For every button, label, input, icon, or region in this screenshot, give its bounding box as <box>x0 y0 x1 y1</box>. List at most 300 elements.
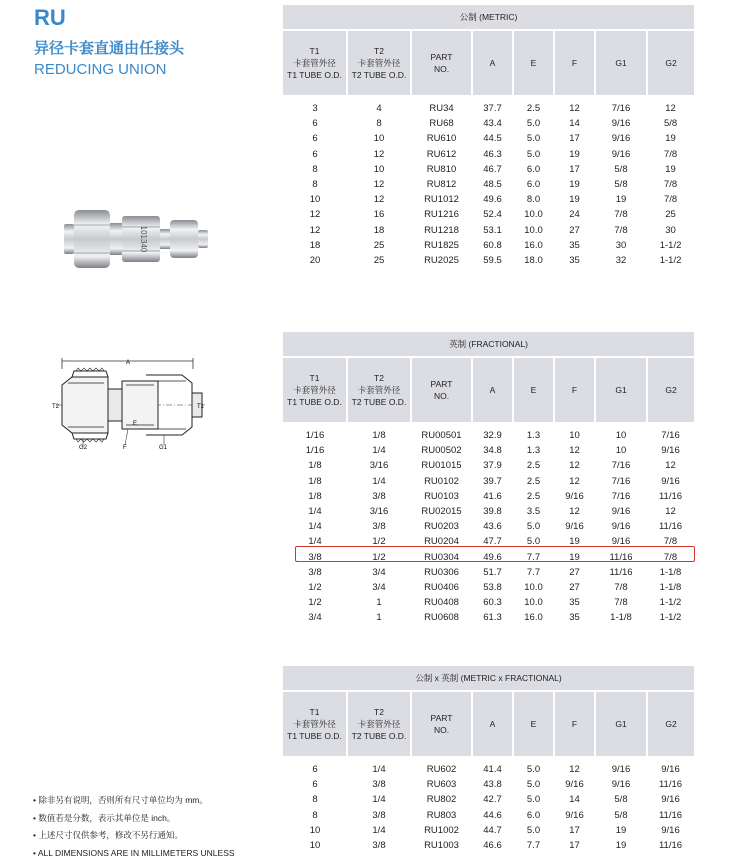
table-row <box>283 238 694 253</box>
cell-f: 12 <box>569 103 580 115</box>
cell-t1: 12 <box>309 224 321 236</box>
column-header-line: 卡套管外径 <box>293 385 336 395</box>
cell-g1: 7/16 <box>611 475 631 487</box>
cell-f: 17 <box>569 824 580 836</box>
cell-g1: 11/16 <box>609 551 633 563</box>
cell-g2: 9/16 <box>661 475 680 487</box>
table-row <box>283 838 694 853</box>
cell-g2: 5/8 <box>663 118 678 130</box>
column-header-g2: G2 <box>647 691 694 756</box>
note-item: • 上述尺寸仅供参考，修改不另行通知。 <box>33 827 235 845</box>
cell-t1: 3/8 <box>308 566 322 578</box>
cell-part: RU2025 <box>424 254 459 266</box>
cell-a: 49.6 <box>483 551 502 563</box>
column-header-line: 卡套管外径 <box>293 719 336 729</box>
column-header-g1: G1 <box>595 30 647 95</box>
column-header-line: T1 TUBE O.D. <box>287 397 342 407</box>
table-row <box>283 808 694 823</box>
cell-g1: 10 <box>615 430 627 442</box>
cell-e: 7.7 <box>526 551 541 563</box>
cell-g1: 19 <box>615 194 627 206</box>
cell-t2: 3/16 <box>369 506 389 518</box>
cell-t2: 1/2 <box>372 536 386 548</box>
cell-a: 47.7 <box>483 536 502 548</box>
column-header-t2 <box>347 30 411 95</box>
cell-g1: 32 <box>615 254 627 266</box>
column-header-g1: G1 <box>595 691 647 756</box>
cell-g2: 30 <box>665 224 676 236</box>
cell-g2: 19 <box>665 133 676 145</box>
cell-f: 35 <box>569 597 580 609</box>
cell-g1: 1-1/8 <box>610 612 632 624</box>
cell-t1: 3/8 <box>308 551 322 563</box>
column-header-line: T1 TUBE O.D. <box>287 731 342 741</box>
cell-e: 10.0 <box>524 209 543 221</box>
cell-g2: 1-1/8 <box>659 566 682 578</box>
cell-t1: 8 <box>312 179 318 191</box>
cell-g1: 5/8 <box>614 809 628 821</box>
cell-e: 1.3 <box>526 445 541 457</box>
cell-e: 6.0 <box>526 179 541 191</box>
cell-a: 37.9 <box>483 460 502 472</box>
cell-g1: 9/16 <box>611 779 631 791</box>
column-header-line: PART <box>430 713 453 723</box>
cell-e: 10.0 <box>524 597 543 609</box>
column-header-line: 卡套管外径 <box>293 58 336 68</box>
product-code: RU <box>34 5 66 30</box>
metric-table <box>283 5 694 268</box>
column-header-line: T2 <box>374 707 384 717</box>
column-header-line: NO. <box>433 64 450 74</box>
column-header-line: 卡套管外径 <box>357 719 401 729</box>
cell-e: 10.0 <box>524 581 543 593</box>
cell-g2: 1-1/2 <box>659 239 682 251</box>
table-row <box>283 489 694 504</box>
cell-e: 7.7 <box>526 840 541 852</box>
cell-f: 9/16 <box>565 521 584 533</box>
cell-g1: 5/8 <box>614 794 628 806</box>
column-header-part <box>411 357 472 422</box>
cell-a: 49.6 <box>483 194 502 206</box>
column-header-line: T1 <box>309 707 320 717</box>
cell-t2: 25 <box>373 254 385 266</box>
cell-part: RU812 <box>426 179 457 191</box>
cell-a: 32.9 <box>483 430 502 442</box>
table-caption: 公制 (METRIC) <box>283 5 694 30</box>
cell-e: 7.7 <box>526 566 541 578</box>
cell-t2: 8 <box>376 118 382 130</box>
table-row <box>283 565 694 580</box>
column-header-f: F <box>554 691 595 756</box>
cell-f: 12 <box>569 445 580 457</box>
cell-e: 6.0 <box>526 163 541 175</box>
table-row <box>283 595 694 610</box>
table-row <box>283 443 694 458</box>
cell-e: 5.0 <box>526 824 541 836</box>
cell-t1: 8 <box>312 794 318 806</box>
cell-t1: 1/16 <box>305 430 325 442</box>
cell-e: 5.0 <box>526 764 541 776</box>
cell-g1: 9/16 <box>611 521 631 533</box>
cell-t2: 3/8 <box>372 809 386 821</box>
fitting-photo <box>64 203 209 275</box>
column-header-line: T1 <box>309 373 320 383</box>
product-title-en: REDUCING UNION <box>34 61 167 78</box>
cell-f: 9/16 <box>565 490 584 502</box>
cell-g2: 19 <box>665 163 676 175</box>
cell-g1: 7/8 <box>614 581 628 593</box>
dim-t1-label: T1 <box>197 404 205 410</box>
column-header-line: T1 TUBE O.D. <box>287 70 342 80</box>
cell-a: 59.5 <box>483 254 502 266</box>
cell-e: 18.0 <box>524 254 543 266</box>
cell-f: 17 <box>569 840 580 852</box>
cell-g1: 19 <box>615 840 627 852</box>
column-header-line: 卡套管外径 <box>357 58 401 68</box>
cell-g2: 12 <box>665 506 676 518</box>
cell-a: 51.7 <box>483 566 502 578</box>
cell-t1: 3 <box>312 103 318 115</box>
cell-a: 42.7 <box>483 794 502 806</box>
cell-part: RU0304 <box>424 551 459 563</box>
cell-part: RU02015 <box>421 506 462 518</box>
cell-g2: 7/8 <box>663 551 678 563</box>
cell-e: 5.0 <box>526 779 541 791</box>
cell-g1: 9/16 <box>611 536 631 548</box>
table-row <box>283 428 694 443</box>
cell-a: 44.6 <box>483 809 502 821</box>
cell-a: 48.5 <box>483 179 502 191</box>
table-row <box>283 253 694 268</box>
cell-f: 12 <box>569 475 580 487</box>
cell-t2: 16 <box>373 209 385 221</box>
note-item: • 数值若是分数，表示其单位是 inch。 <box>33 810 235 828</box>
cell-t2: 3/8 <box>372 521 386 533</box>
cell-g2: 7/8 <box>663 179 678 191</box>
cell-g2: 11/16 <box>658 840 683 852</box>
cell-e: 5.0 <box>526 148 541 160</box>
cell-e: 1.3 <box>526 430 541 442</box>
column-header-e: E <box>513 30 554 95</box>
cell-part: RU602 <box>426 764 457 776</box>
cell-g1: 11/16 <box>609 566 633 578</box>
table-row <box>283 777 694 792</box>
cell-part: RU1002 <box>424 824 459 836</box>
cell-part: RU0204 <box>424 536 459 548</box>
column-header-line: T2 TUBE O.D. <box>351 397 407 407</box>
cell-g2: 11/16 <box>658 779 683 791</box>
cell-g1: 19 <box>615 824 627 836</box>
cell-part: RU0103 <box>424 490 459 502</box>
cell-g1: 10 <box>615 445 627 457</box>
cell-f: 19 <box>569 194 580 206</box>
cell-t2: 1/4 <box>372 824 386 836</box>
cell-t1: 10 <box>309 824 321 836</box>
column-header-g2: G2 <box>647 30 694 95</box>
cell-t1: 6 <box>312 764 318 776</box>
cell-f: 19 <box>569 148 580 160</box>
cell-f: 27 <box>569 566 580 578</box>
cell-t2: 1/4 <box>372 794 386 806</box>
cell-g2: 1-1/8 <box>659 581 682 593</box>
cell-t1: 1/4 <box>308 521 322 533</box>
cell-a: 41.6 <box>483 490 502 502</box>
table-caption: 公制 x 英制 (METRIC x FRACTIONAL) <box>283 666 694 691</box>
cell-t2: 25 <box>373 239 385 251</box>
cell-g2: 12 <box>665 460 676 472</box>
cell-t1: 1/2 <box>308 597 322 609</box>
cell-f: 35 <box>569 239 580 251</box>
cell-t1: 6 <box>312 133 318 145</box>
cell-g2: 12 <box>665 103 676 115</box>
column-header-e: E <box>513 357 554 422</box>
cell-e: 2.5 <box>526 103 541 115</box>
column-header-t1 <box>283 30 347 95</box>
cell-t1: 1/8 <box>308 490 322 502</box>
notes <box>33 792 235 862</box>
cell-g2: 1-1/2 <box>659 254 682 266</box>
cell-a: 53.1 <box>483 224 502 236</box>
table-row <box>283 580 694 595</box>
dim-g1-label: G1 <box>159 445 168 451</box>
cell-g1: 7/16 <box>611 460 631 472</box>
cell-t1: 6 <box>312 118 318 130</box>
cell-g1: 9/16 <box>611 133 631 145</box>
cell-t1: 6 <box>312 148 318 160</box>
cell-e: 6.0 <box>526 809 541 821</box>
table-caption: 英制 (FRACTIONAL) <box>283 332 694 357</box>
cell-t1: 10 <box>309 194 321 206</box>
cell-e: 5.0 <box>526 794 541 806</box>
cell-e: 8.0 <box>526 194 541 206</box>
cell-t1: 8 <box>312 809 318 821</box>
cell-t2: 1 <box>376 597 382 609</box>
cell-f: 10 <box>569 430 580 442</box>
cell-t1: 3/4 <box>308 612 322 624</box>
dim-e-label: E <box>133 421 138 427</box>
table-row <box>283 792 694 807</box>
cell-g1: 9/16 <box>611 764 631 776</box>
cell-part: RU0608 <box>424 612 459 624</box>
cell-f: 35 <box>569 254 580 266</box>
cell-part: RU612 <box>426 148 457 160</box>
table-row <box>283 207 694 222</box>
cell-t1: 1/4 <box>308 536 322 548</box>
column-header-a: A <box>472 30 513 95</box>
cell-g1: 30 <box>615 239 627 251</box>
cell-t1: 8 <box>312 163 318 175</box>
cell-f: 12 <box>569 460 580 472</box>
column-header-a: A <box>472 691 513 756</box>
cell-part: RU1003 <box>424 840 459 852</box>
cell-g2: 7/8 <box>663 194 678 206</box>
cell-g1: 7/16 <box>611 103 631 115</box>
cell-part: RU0102 <box>424 475 459 487</box>
cell-a: 43.4 <box>483 118 502 130</box>
column-header-line: T2 TUBE O.D. <box>351 70 407 80</box>
column-header-line: NO. <box>433 725 450 735</box>
cell-g2: 1-1/2 <box>659 612 682 624</box>
cell-a: 46.7 <box>483 163 502 175</box>
cell-g2: 11/16 <box>658 809 683 821</box>
cell-g2: 11/16 <box>658 521 683 533</box>
table-row <box>283 192 694 207</box>
cell-a: 43.6 <box>483 521 502 533</box>
cell-t2: 18 <box>373 224 385 236</box>
cell-g1: 5/8 <box>614 163 628 175</box>
column-header-f: F <box>554 357 595 422</box>
cell-e: 2.5 <box>526 475 541 487</box>
cell-a: 52.4 <box>483 209 502 221</box>
cell-t1: 20 <box>309 254 321 266</box>
cell-f: 14 <box>569 794 580 806</box>
table-row <box>283 519 694 534</box>
cell-f: 9/16 <box>565 779 584 791</box>
cell-g2: 9/16 <box>661 824 680 836</box>
cell-f: 19 <box>569 536 580 548</box>
cell-e: 5.0 <box>526 536 541 548</box>
cell-f: 24 <box>569 209 580 221</box>
cell-t2: 3/8 <box>372 779 386 791</box>
column-header-part <box>411 691 472 756</box>
cell-t2: 1 <box>376 612 382 624</box>
cell-t1: 18 <box>309 239 321 251</box>
cell-g1: 5/8 <box>614 179 628 191</box>
note-item: • 除非另有说明，否则所有尺寸单位均为 mm。 <box>33 792 235 810</box>
cell-g1: 9/16 <box>611 148 631 160</box>
cell-f: 27 <box>569 581 580 593</box>
cell-a: 61.3 <box>483 612 502 624</box>
cell-part: RU00502 <box>421 445 462 457</box>
cell-a: 43.8 <box>483 779 502 791</box>
column-header-t2 <box>347 691 411 756</box>
cell-part: RU01015 <box>421 460 462 472</box>
table-row <box>283 101 694 116</box>
fractional-table <box>283 332 694 625</box>
cell-t2: 3/8 <box>372 840 386 852</box>
cell-e: 2.5 <box>526 490 541 502</box>
cell-t2: 10 <box>373 163 385 175</box>
cell-part: RU610 <box>426 133 457 145</box>
cell-g1: 7/8 <box>614 224 628 236</box>
dim-f-label: F <box>123 445 127 451</box>
cell-t2: 3/4 <box>372 566 386 578</box>
cell-a: 44.7 <box>483 824 502 836</box>
cell-e: 2.5 <box>526 460 541 472</box>
column-header-line: T2 TUBE O.D. <box>351 731 407 741</box>
column-header-line: PART <box>430 379 453 389</box>
cell-a: 60.8 <box>483 239 502 251</box>
column-header-e: E <box>513 691 554 756</box>
table-row <box>283 116 694 131</box>
cell-t2: 3/8 <box>372 490 386 502</box>
dimension-drawing <box>46 355 216 455</box>
cell-g2: 1-1/2 <box>659 597 682 609</box>
cell-a: 46.6 <box>483 840 502 852</box>
cell-f: 19 <box>569 551 580 563</box>
dim-a-label: A <box>125 360 131 366</box>
cell-f: 35 <box>569 612 580 624</box>
cell-part: RU803 <box>426 809 457 821</box>
cell-t1: 10 <box>309 840 321 852</box>
cell-f: 9/16 <box>565 809 584 821</box>
cell-a: 34.8 <box>483 445 502 457</box>
table-row <box>283 474 694 489</box>
metric-fractional-table <box>283 666 694 853</box>
cell-f: 17 <box>569 133 580 145</box>
dim-t2-label: T2 <box>52 404 60 410</box>
cell-f: 12 <box>569 506 580 518</box>
cell-part: RU34 <box>429 103 454 115</box>
cell-t2: 12 <box>373 148 385 160</box>
table-row <box>283 162 694 177</box>
table-row <box>283 610 694 625</box>
cell-a: 39.7 <box>483 475 502 487</box>
cell-a: 46.3 <box>483 148 502 160</box>
cell-f: 12 <box>569 764 580 776</box>
column-header-line: NO. <box>433 391 450 401</box>
cell-part: RU1012 <box>424 194 459 206</box>
cell-t2: 1/2 <box>372 551 386 563</box>
cell-a: 53.8 <box>483 581 502 593</box>
cell-part: RU1825 <box>424 239 459 251</box>
note-item: • ALL DIMENSIONS ARE IN MILLIMETERS UNLESS <box>33 845 235 863</box>
cell-part: RU0203 <box>424 521 459 533</box>
column-header-line: T2 <box>374 46 384 56</box>
cell-t2: 1/8 <box>372 430 386 442</box>
cell-t2: 1/4 <box>372 475 386 487</box>
table-row <box>283 223 694 238</box>
cell-t2: 1/4 <box>372 764 386 776</box>
cell-e: 10.0 <box>524 224 543 236</box>
cell-g2: 9/16 <box>661 764 680 776</box>
photo-marking: 101340 <box>139 225 148 253</box>
column-header-line: PART <box>430 52 453 62</box>
cell-a: 44.5 <box>483 133 502 145</box>
cell-t1: 1/2 <box>308 581 322 593</box>
cell-e: 3.5 <box>526 506 541 518</box>
cell-t1: 1/4 <box>308 506 322 518</box>
cell-t1: 1/8 <box>308 475 322 487</box>
dim-g2-label: G2 <box>79 445 88 451</box>
cell-g2: 7/16 <box>661 430 680 442</box>
cell-a: 39.8 <box>483 506 502 518</box>
cell-f: 17 <box>569 163 580 175</box>
cell-t2: 12 <box>373 179 385 191</box>
cell-g2: 25 <box>665 209 676 221</box>
column-header-t2 <box>347 357 411 422</box>
cell-t2: 3/4 <box>372 581 386 593</box>
cell-a: 41.4 <box>483 764 502 776</box>
cell-part: RU802 <box>426 794 457 806</box>
cell-part: RU1218 <box>424 224 459 236</box>
cell-t1: 6 <box>312 779 318 791</box>
cell-part: RU0306 <box>424 566 459 578</box>
table-row <box>283 823 694 838</box>
cell-part: RU1216 <box>424 209 459 221</box>
cell-a: 60.3 <box>483 597 502 609</box>
table-row <box>283 504 694 519</box>
table-row <box>283 177 694 192</box>
column-header-a: A <box>472 357 513 422</box>
column-header-line: T1 <box>309 46 320 56</box>
cell-g1: 7/8 <box>614 597 628 609</box>
cell-g2: 7/8 <box>663 536 678 548</box>
cell-t2: 3/16 <box>369 460 389 472</box>
cell-g1: 9/16 <box>611 118 631 130</box>
cell-t1: 12 <box>309 209 321 221</box>
cell-part: RU0408 <box>424 597 459 609</box>
